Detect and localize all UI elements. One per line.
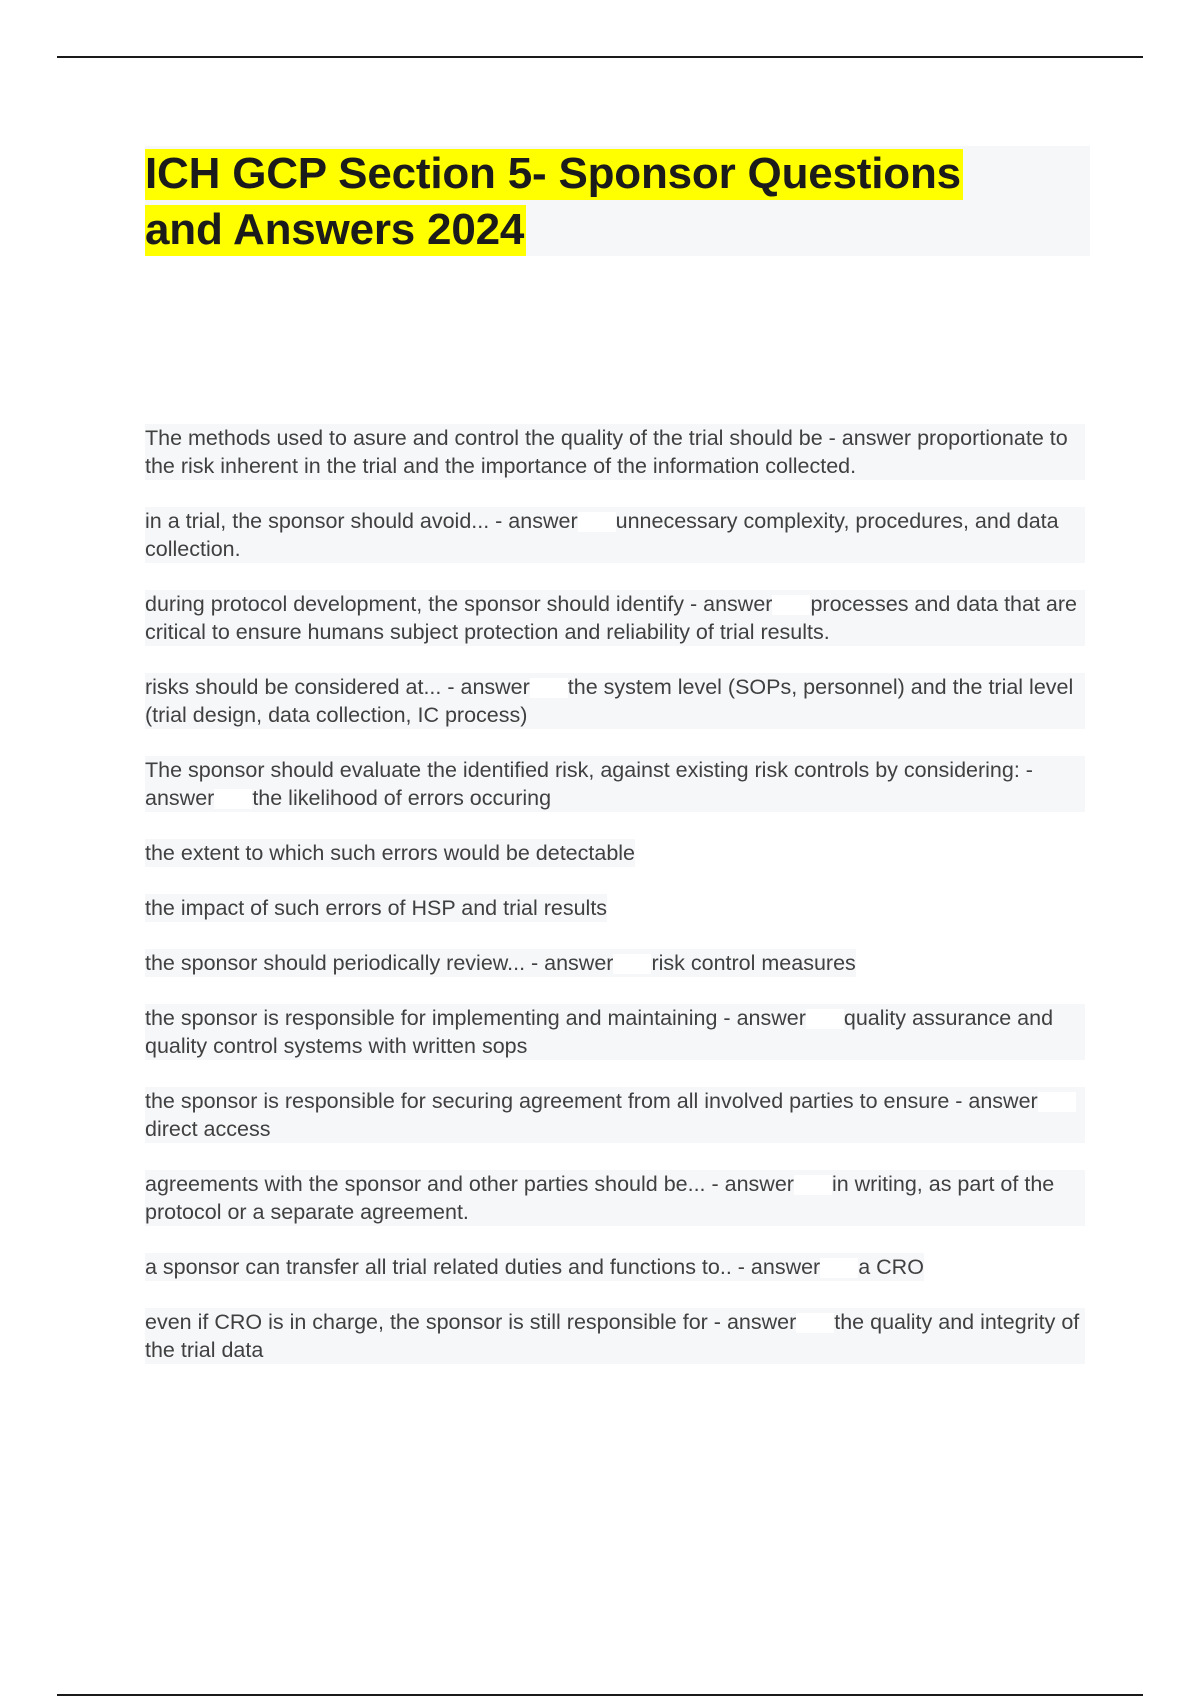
question-text: during protocol development, the sponsor should identify - answer xyxy=(145,592,773,616)
qa-list xyxy=(145,424,1100,1391)
qa-item xyxy=(145,424,1085,480)
question-text: The methods used to asure and control the quality of the trial should be - answer xyxy=(145,426,912,450)
answer-gap xyxy=(794,1175,832,1195)
answer-text: the system level (SOPs, personnel) and the trial level (trial design, data collection, IC process) xyxy=(145,675,1074,727)
answer-text: a CRO xyxy=(858,1255,924,1279)
answer-text: risk control measures xyxy=(651,951,856,975)
answer-text: quality assurance and quality control systems with written sops xyxy=(145,1006,1054,1058)
answer-gap xyxy=(578,512,616,532)
answer-text: unnecessary complexity, procedures, and data collection. xyxy=(145,509,1059,561)
answer-gap xyxy=(772,595,810,615)
title-block xyxy=(145,146,1090,256)
answer-text: the quality and integrity of the trial data xyxy=(145,1310,1080,1362)
question-text: The sponsor should evaluate the identified risk, against existing risk controls by considering: - answer xyxy=(145,758,1033,810)
qa-item xyxy=(145,949,856,977)
answer-text: the impact of such errors of HSP and trial results xyxy=(145,896,608,920)
qa-item xyxy=(145,673,1085,729)
page-title xyxy=(145,146,1090,258)
answer-text: in writing, as part of the protocol or a separate agreement. xyxy=(145,1172,1055,1224)
qa-item xyxy=(145,1308,1085,1364)
answer-gap xyxy=(530,678,568,698)
qa-item xyxy=(145,507,1085,563)
question-text: a sponsor can transfer all trial related duties and functions to.. - answer xyxy=(145,1255,821,1279)
title-line-2: and Answers 2024 xyxy=(145,205,525,254)
answer-text: processes and data that are critical to ensure humans subject protection and reliability of trial results. xyxy=(145,592,1077,644)
qa-item xyxy=(145,1253,924,1281)
top-rule xyxy=(57,56,1143,58)
answer-gap xyxy=(820,1258,858,1278)
qa-item xyxy=(145,1170,1085,1226)
answer-gap xyxy=(214,789,252,809)
qa-item xyxy=(145,1004,1085,1060)
answer-gap xyxy=(796,1313,834,1333)
question-text: risks should be considered at... - answer xyxy=(145,675,530,699)
answer-text: proportionate to the risk inherent in the trial and the importance of the information collected. xyxy=(145,426,1068,478)
answer-gap xyxy=(806,1009,844,1029)
answer-text: direct access xyxy=(145,1117,271,1141)
question-text: in a trial, the sponsor should avoid... - answer xyxy=(145,509,578,533)
question-text: the sponsor is responsible for securing agreement from all involved parties to ensure - answer xyxy=(145,1089,1038,1113)
answer-gap xyxy=(613,954,651,974)
qa-item xyxy=(145,839,635,867)
qa-item xyxy=(145,590,1085,646)
answer-gap xyxy=(1038,1092,1076,1112)
qa-item xyxy=(145,894,607,922)
answer-text: the extent to which such errors would be detectable xyxy=(145,841,636,865)
bottom-rule xyxy=(57,1694,1143,1696)
question-text: the sponsor is responsible for implementing and maintaining - answer xyxy=(145,1006,806,1030)
question-text: even if CRO is in charge, the sponsor is still responsible for - answer xyxy=(145,1310,797,1334)
qa-item xyxy=(145,1087,1085,1143)
answer-text: the likelihood of errors occuring xyxy=(252,786,552,810)
qa-item xyxy=(145,756,1085,812)
question-text: agreements with the sponsor and other parties should be... - answer xyxy=(145,1172,794,1196)
title-line-1: ICH GCP Section 5- Sponsor Questions xyxy=(145,149,961,198)
question-text: the sponsor should periodically review... - answer xyxy=(145,951,614,975)
